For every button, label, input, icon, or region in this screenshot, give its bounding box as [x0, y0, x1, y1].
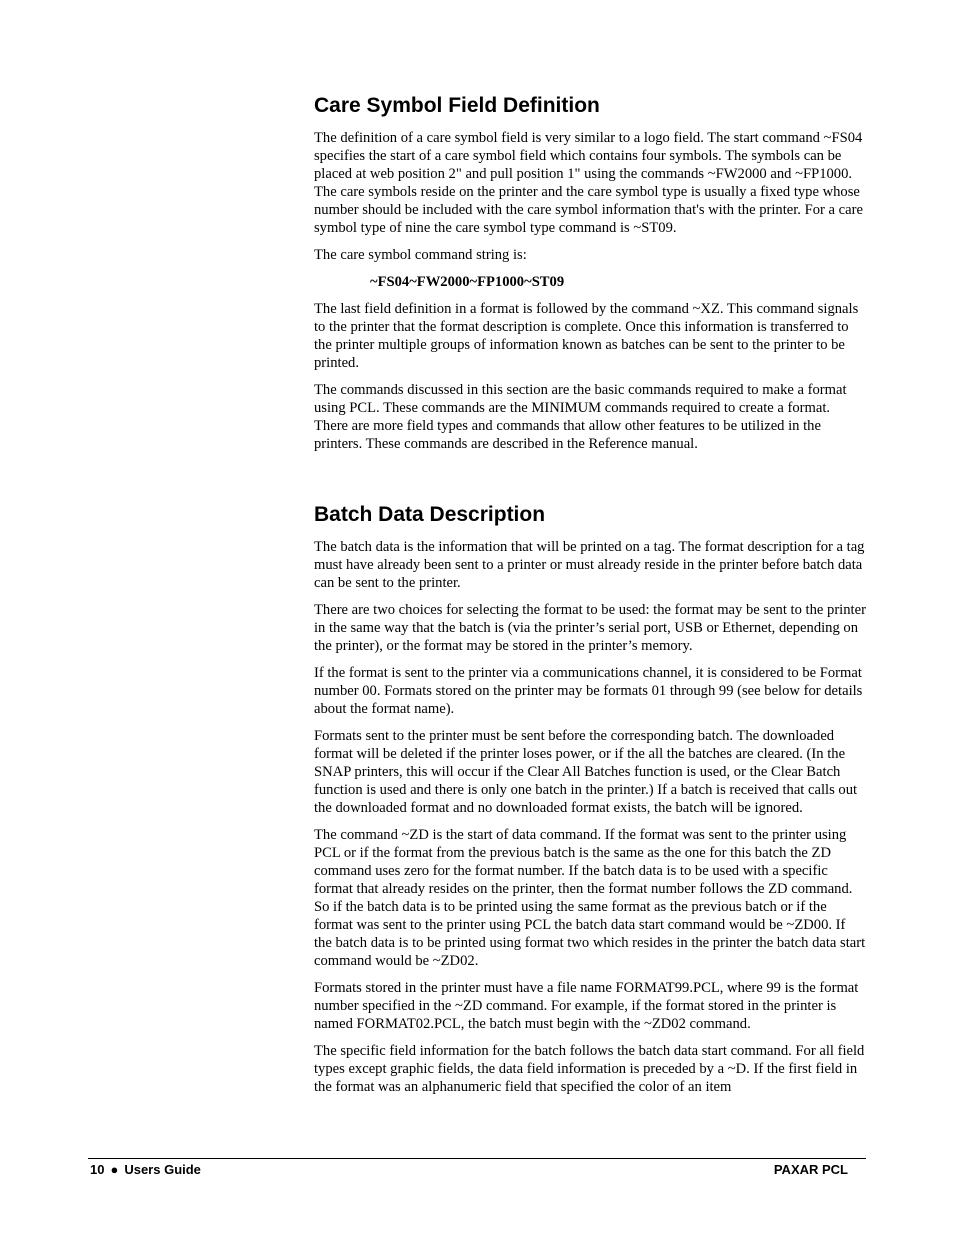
footer-left: [90, 1162, 201, 1177]
paragraph: The commands discussed in this section are the basic commands required to make a format using PCL. These commands are the MINIMUM commands required to create a format. There are more field types and commands that allow other features to be utilized in the printers. These commands are described in the Reference manual.: [314, 382, 847, 452]
paragraph: The specific field information for the batch follows the batch data start command. For all field types except graphic fields, the data field information is preceded by a ~D. If the first field in the format was an alphanumeric field that specified the color of an item: [314, 1043, 865, 1095]
paragraph: The batch data is the information that will be printed on a tag. The format description for a tag must have already been sent to a printer or must already reside in the printer before batch data can be sent to the printer.: [314, 539, 865, 591]
page-number: 10: [90, 1162, 105, 1177]
command-string: ~FS04~FW2000~FP1000~ST09: [370, 274, 565, 290]
paragraph: If the format is sent to the printer via a communications channel, it is considered to be Format number 00. Formats stored on the printer may be formats 01 through 99 (see below for details about the format name).: [314, 665, 863, 717]
page-content: [314, 92, 866, 1105]
bullet-icon: ●: [110, 1162, 119, 1177]
section-heading-batch-data: Batch Data Description: [314, 503, 546, 526]
paragraph: The definition of a care symbol field is very similar to a logo field. The start command ~FS04 specifies the start of a care symbol field which contains four symbols. The symbols can be placed at web position 2" and pull position 1" using the commands ~FW2000 and ~FP1000. The care symbols reside on the printer and the care symbol type is usually a fixed type whose number should be included with the care symbol information that's with the printer. For a care symbol type of nine the care symbol type command is ~ST09.: [314, 130, 863, 236]
paragraph: The care symbol command string is:: [314, 247, 527, 263]
footer-divider: [88, 1158, 866, 1159]
paragraph: There are two choices for selecting the format to be used: the format may be sent to the printer in the same way that the batch is (via the printer’s serial port, USB or Ethernet, depending on the printer), or the format may be stored in the printer’s memory.: [314, 602, 866, 654]
paragraph: The command ~ZD is the start of data command. If the format was sent to the printer using PCL or if the format from the previous batch is the same as the one for this batch the ZD command uses zero for the format number. If the batch data is to be used with a specific format that already resides on the printer, then the format number follows the ZD command. So if the batch data is to be printed using the same format as the previous batch or if the format was sent to the printer using PCL the batch data start command would be ~ZD00. If the batch data is to be printed using format two which resides in the printer the batch data start command would be ~ZD02.: [314, 827, 866, 969]
product-name: PAXAR PCL: [773, 1162, 848, 1177]
section-heading-care-symbol: Care Symbol Field Definition: [314, 94, 600, 117]
paragraph: Formats sent to the printer must be sent before the corresponding batch. The downloaded format will be deleted if the printer loses power, or if the all the batches are cleared. (In the SNAP printers, this will occur if the Clear All Batches function is used, or the Clear Batch function is used and there is only one batch in the printer.) If a batch is received that calls out the downloaded format and no downloaded format exists, the batch will be ignored.: [314, 728, 858, 816]
paragraph: Formats stored in the printer must have a file name FORMAT99.PCL, where 99 is the format number specified in the ~ZD command. For example, if the format stored in the printer is named FORMAT02.PCL, the batch must begin with the ~ZD02 command.: [314, 980, 859, 1032]
paragraph: The last field definition in a format is followed by the command ~XZ. This command signals to the printer that the format description is complete. Once this information is transferred to the printer multiple groups of information known as batches can be sent to the printer to be printed.: [314, 301, 859, 371]
guide-title: Users Guide: [124, 1162, 201, 1177]
